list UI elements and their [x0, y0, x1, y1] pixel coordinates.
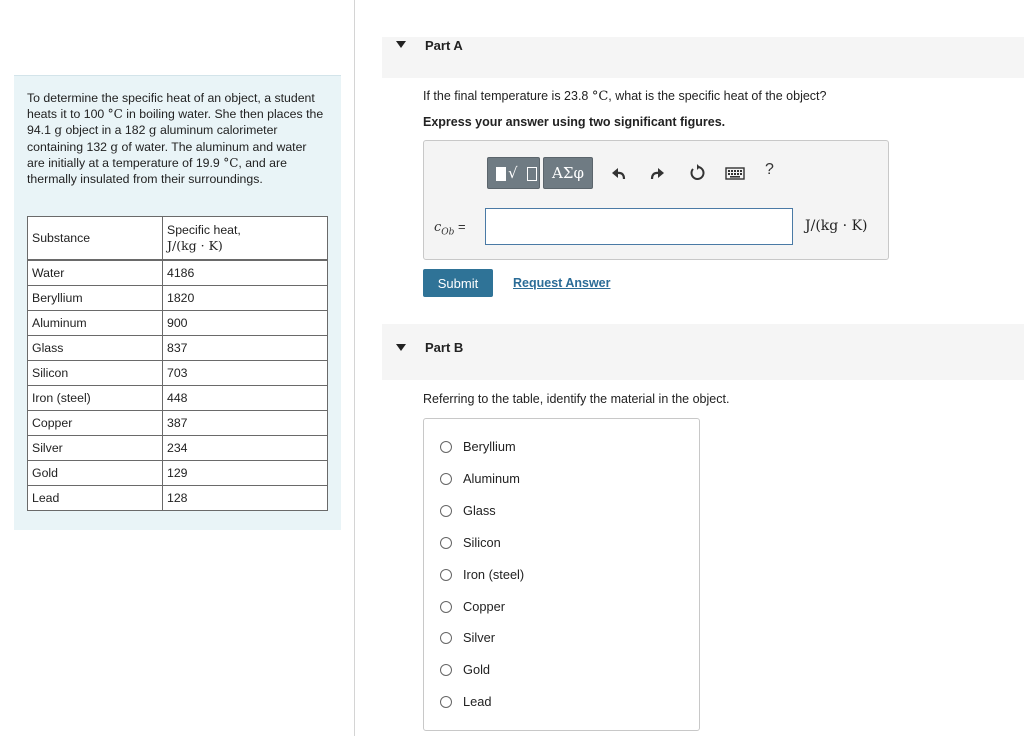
- part-b-title: Part B: [425, 340, 464, 355]
- table-row: [28, 311, 328, 336]
- radio-button[interactable]: [440, 569, 452, 581]
- variable-subscript: Ob: [441, 227, 455, 238]
- panel-divider: [354, 0, 355, 736]
- radio-button[interactable]: [440, 505, 452, 517]
- option-label: Beryllium: [463, 439, 516, 454]
- option-label: Silicon: [463, 534, 501, 550]
- substance-cell: Water: [28, 260, 163, 286]
- problem-unit: g: [110, 139, 119, 154]
- table-row: [28, 411, 328, 436]
- table-row: [28, 260, 328, 286]
- option-label: Silver: [463, 630, 495, 646]
- keyboard-icon[interactable]: [725, 163, 745, 183]
- problem-unit: °C: [223, 155, 239, 170]
- problem-text-part: , and are thermally insulated from their surroundings.: [27, 155, 287, 187]
- answer-unit: J/(kg · K): [805, 218, 868, 234]
- part-a-question: [423, 89, 826, 104]
- caret-down-icon[interactable]: [396, 344, 406, 351]
- specific-heat-cell: 900: [163, 311, 328, 336]
- specific-heat-cell: 387: [163, 411, 328, 436]
- specific-heat-cell: 703: [163, 361, 328, 386]
- table-header-specific-heat: [163, 217, 328, 261]
- radio-button[interactable]: [440, 601, 452, 613]
- part-a-title: Part A: [425, 38, 463, 53]
- table-body: [28, 260, 328, 511]
- substance-cell: Copper: [28, 411, 163, 436]
- specific-heat-cell: 4186: [163, 260, 328, 286]
- table-header-substance: Substance: [28, 217, 163, 261]
- reset-icon[interactable]: [687, 163, 707, 183]
- answer-box: [423, 140, 889, 260]
- question-unit: °C: [591, 89, 609, 104]
- substance-cell: Iron (steel): [28, 386, 163, 411]
- greek-label: ΑΣφ: [552, 164, 584, 182]
- specific-heat-cell: 129: [163, 461, 328, 486]
- part-b-question: Referring to the table, identify the material in the object.: [423, 392, 730, 406]
- variable-symbol: c: [434, 220, 442, 235]
- substance-cell: Glass: [28, 336, 163, 361]
- radio-button[interactable]: [440, 664, 452, 676]
- substance-cell: Silicon: [28, 361, 163, 386]
- table-header-unit: J/(kg · K): [167, 238, 223, 253]
- radio-button[interactable]: [440, 632, 452, 644]
- problem-text: [27, 90, 327, 187]
- option-label: Iron (steel): [463, 566, 525, 582]
- specific-heat-table: [27, 216, 328, 511]
- problem-text-part: To determine the specific heat of an object, a student heats it to 100: [27, 91, 315, 122]
- specific-heat-cell: 837: [163, 336, 328, 361]
- table-row: [28, 461, 328, 486]
- substance-cell: Aluminum: [28, 311, 163, 336]
- part-a-instruction: Express your answer using two significant figures.: [423, 115, 726, 129]
- radio-button[interactable]: [440, 441, 452, 453]
- substance-cell: Silver: [28, 436, 163, 461]
- problem-unit: °C: [107, 107, 123, 122]
- table-row: [28, 436, 328, 461]
- radio-button[interactable]: [440, 696, 452, 708]
- question-text: , what is the specific heat of the object?: [608, 89, 827, 103]
- problem-text-part: object in a 182: [62, 123, 149, 138]
- option-label: Glass: [463, 502, 496, 518]
- answer-input[interactable]: [485, 208, 793, 245]
- redo-icon[interactable]: [647, 163, 667, 183]
- part-a-header[interactable]: [382, 37, 1024, 78]
- caret-down-icon[interactable]: [396, 41, 406, 48]
- help-icon[interactable]: [765, 161, 785, 181]
- problem-text-part: aluminum calorimeter containing 132: [27, 123, 278, 154]
- submit-button[interactable]: Submit: [423, 269, 493, 297]
- radio-button[interactable]: [440, 473, 452, 485]
- math-toolbar: [485, 153, 792, 197]
- table-header-row: [28, 217, 328, 261]
- option-label: Aluminum: [463, 470, 520, 486]
- table-row: [28, 361, 328, 386]
- option-label: Lead: [463, 694, 492, 710]
- problem-unit: g: [54, 123, 63, 138]
- specific-heat-cell: 1820: [163, 286, 328, 311]
- specific-heat-cell: 448: [163, 386, 328, 411]
- answer-variable-label: [434, 219, 466, 238]
- substance-cell: Lead: [28, 486, 163, 511]
- equals-sign: =: [454, 219, 466, 234]
- table-row: [28, 486, 328, 511]
- help-label: ?: [765, 161, 774, 178]
- template-icon[interactable]: √: [487, 157, 540, 189]
- table-row: [28, 336, 328, 361]
- question-text: If the final temperature is 23.8: [423, 89, 592, 103]
- radio-button[interactable]: [440, 537, 452, 549]
- problem-unit: g: [148, 123, 157, 138]
- table-row: [28, 386, 328, 411]
- specific-heat-cell: 234: [163, 436, 328, 461]
- material-options: [423, 418, 700, 731]
- problem-text-part: of water. The aluminum and water are initially at a temperature of 19.9: [27, 139, 307, 170]
- table-header-label: Specific heat,: [167, 223, 241, 237]
- specific-heat-cell: 128: [163, 486, 328, 511]
- substance-cell: Gold: [28, 461, 163, 486]
- request-answer-link[interactable]: Request Answer: [513, 276, 611, 290]
- table-row: [28, 286, 328, 311]
- problem-text-part: in boiling water. She then places the 94.1: [27, 107, 324, 138]
- substance-cell: Beryllium: [28, 286, 163, 311]
- part-b-header[interactable]: [382, 324, 1024, 380]
- greek-symbols-icon[interactable]: [543, 157, 593, 189]
- option-label: Gold: [463, 662, 491, 678]
- problem-panel: [14, 75, 341, 530]
- option-label: Copper: [463, 598, 505, 614]
- undo-icon[interactable]: [609, 163, 629, 183]
